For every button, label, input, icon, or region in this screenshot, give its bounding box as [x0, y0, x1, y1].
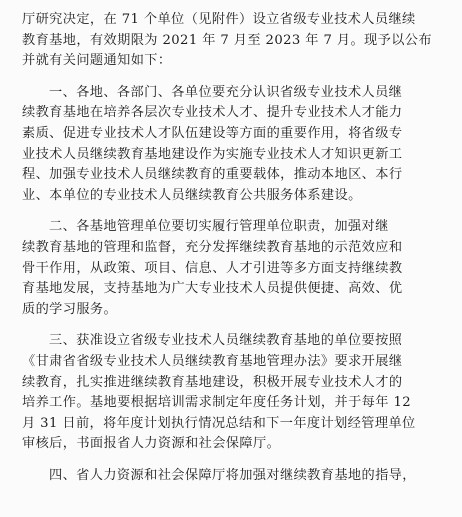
text-line: 骨干作用，从政策、项目、信息、人才引进等多方面支持继续教	[22, 260, 403, 276]
text-line: 三、获准设立省级专业技术人员继续教育基地的单位要按照	[49, 333, 403, 349]
text-line: 厅研究决定，在 71 个单位（见附件）设立省级专业技术人员继续	[22, 12, 416, 27]
text-line: 素质、促进专业技术人才队伍建设等方面的重要作用，将省级专	[22, 125, 403, 141]
text-line: 业技术人员继续教育基地建设作为实施专业技术人才知识更新工	[22, 146, 403, 162]
document-body	[22, 10, 442, 486]
text-line: 育基地发展，支持基地为广大专业技术人员提供便捷、高效、优	[22, 281, 403, 297]
paragraph-gap	[22, 72, 442, 83]
text-line: 业、本单位的专业技术人员继续教育公共服务体系建设。	[22, 187, 362, 203]
text-line: 质的学习服务。	[22, 301, 118, 317]
paragraph-item-3	[22, 331, 442, 455]
text-line: 教育基地，有效期限为 2021 年 7 月至 2023 年 7 月。现予以公布	[22, 32, 432, 48]
paragraph-intro	[22, 10, 442, 72]
text-line: 续教育基地的管理和监督，充分发挥继续教育基地的示范效应和	[22, 239, 403, 255]
text-line: 月 31 日前，将年度计划执行情况总结和下一年度计划经管理单位	[22, 415, 416, 431]
text-line: 并就有关问题通知如下：	[22, 53, 172, 69]
text-line: 培养工作。基地要根据培训需求制定年度任务计划，并于每年 12	[22, 395, 412, 411]
paragraph-gap	[22, 206, 442, 217]
text-line: 审核后，书面报省人力资源和社会保障厅。	[22, 436, 281, 452]
paragraph-item-2	[22, 217, 442, 320]
paragraph-gap	[22, 320, 442, 331]
text-line: 二、各基地管理单位要切实履行管理单位职责，加强对继	[49, 219, 389, 235]
paragraph-item-1	[22, 83, 442, 207]
text-line: 续教育，扎实推进继续教育基地建设，积极开展专业技术人才的	[22, 374, 403, 390]
text-line: 续教育基地在培养各层次专业技术人才、提升专业技术人才能力	[22, 105, 403, 121]
text-line: 程、加强专业技术人员继续教育的重要载体，推动本地区、本行	[22, 167, 403, 183]
paragraph-gap	[22, 455, 442, 466]
text-line: 《甘肃省省级专业技术人员继续教育基地管理办法》要求开展继	[22, 353, 403, 369]
text-line: 四、省人力资源和社会保障厅将加强对继续教育基地的指导，	[49, 467, 416, 483]
text-line: 一、各地、各部门、各单位要充分认识省级专业技术人员继	[49, 84, 403, 100]
paragraph-item-4	[22, 466, 442, 487]
